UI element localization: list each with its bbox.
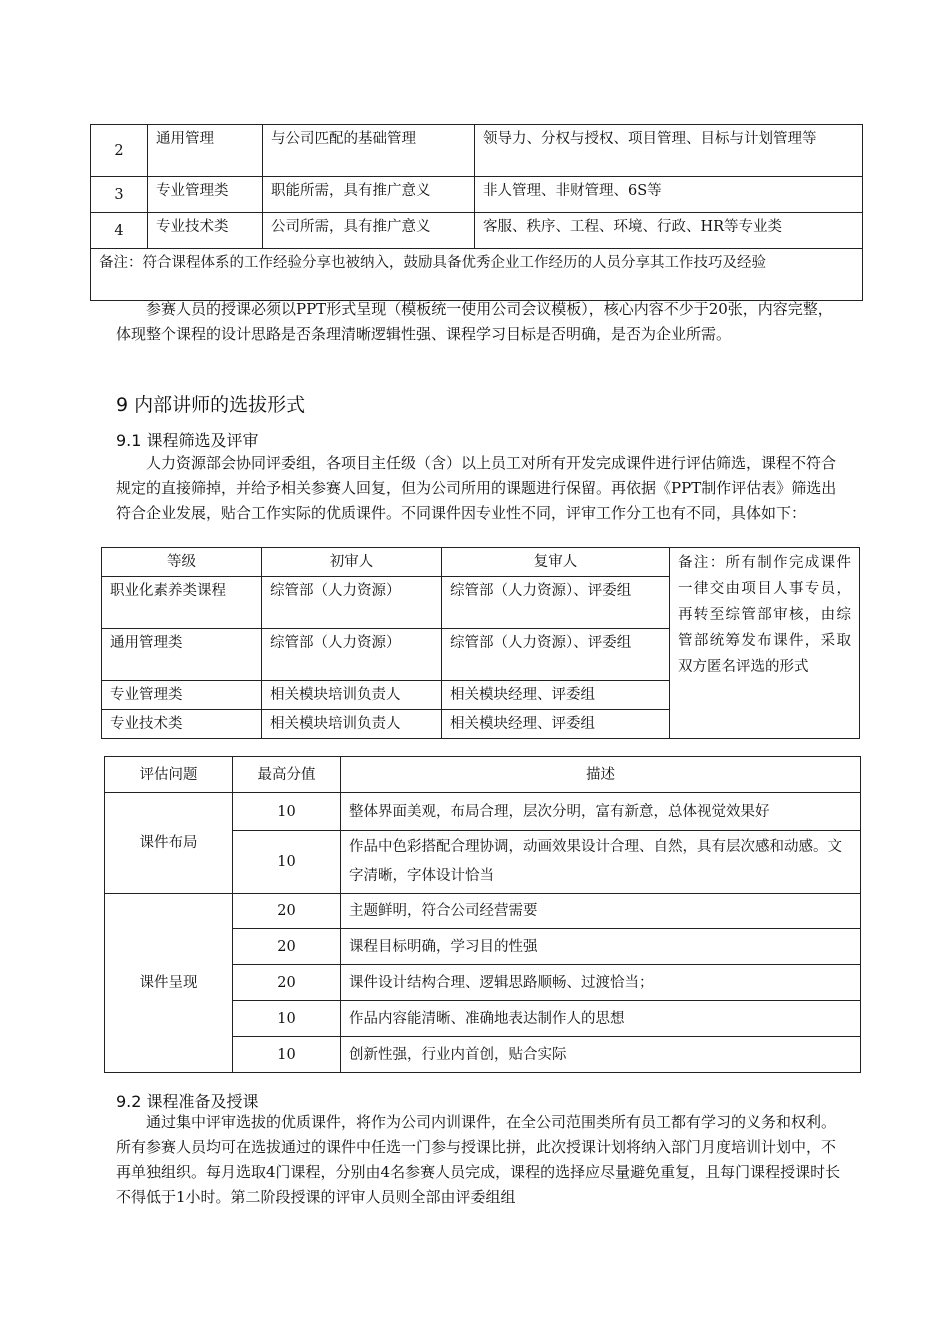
score-cell: 10 bbox=[233, 1037, 341, 1073]
table-header-row bbox=[105, 757, 861, 793]
score-cell: 10 bbox=[233, 831, 341, 894]
level-cell: 职业化素养类课程 bbox=[102, 577, 262, 629]
paragraph-ppt-requirement: 参赛人员的授课必须以PPT形式呈现（模板统一使用公司会议模板），核心内容不少于20张，内容完整，体现整个课程的设计思路是否条理清晰逻辑性强、课程学习目标是否明确，是否为企业所需。 bbox=[116, 300, 833, 343]
paragraph-review-process: 人力资源部会协同评委组，各项目主任级（含）以上员工对所有开发完成课件进行评估筛选，课程不符合规定的直接筛掉，并给予相关参赛人回复，但为公司所用的课题进行保留。再依据《PPT制作评估表》筛选出符合企业发展，贴合工作实际的优质课件。不同课件因专业性不同，评审工作分工也有不同，具体如下： bbox=[116, 454, 837, 522]
header-max-score: 最高分值 bbox=[233, 757, 341, 793]
description-cell: 主题鲜明，符合公司经营需要 bbox=[341, 894, 861, 929]
meaning-cell: 与公司匹配的基础管理 bbox=[263, 125, 475, 177]
row-number: 3 bbox=[91, 177, 148, 213]
header-first-reviewer: 初审人 bbox=[262, 548, 442, 577]
table-row bbox=[105, 793, 861, 831]
category-cell: 通用管理 bbox=[148, 125, 263, 177]
score-cell: 20 bbox=[233, 894, 341, 929]
description-cell: 整体界面美观，布局合理，层次分明，富有新意，总体视觉效果好 bbox=[341, 793, 861, 831]
description-cell: 作品内容能清晰、准确地表达制作人的思想 bbox=[341, 1001, 861, 1037]
level-cell: 专业技术类 bbox=[102, 710, 262, 739]
table-row bbox=[91, 213, 863, 249]
content-cell: 非人管理、非财管理、6S等 bbox=[475, 177, 863, 213]
header-level: 等级 bbox=[102, 548, 262, 577]
score-cell: 10 bbox=[233, 793, 341, 831]
level-cell: 专业管理类 bbox=[102, 681, 262, 710]
header-description: 描述 bbox=[341, 757, 861, 793]
section-heading-9-2: 9.2 课程准备及授课 bbox=[116, 1092, 259, 1111]
paragraph-course-preparation: 通过集中评审选拔的优质课件，将作为公司内训课件，在全公司范围类所有员工都有学习的义务和权利。所有参赛人员均可在选拔通过的课件中任选一门参与授课比拼，此次授课计划将纳入部门月度培训计划中，不再单独组织。每月选取4门课程，分别由4名参赛人员完成，课程的选择应尽量避免重复，且每门课程授课时长不得低于1小时。第二阶段授课的评审人员则全部由评委组组 bbox=[116, 1113, 841, 1206]
content-cell: 客服、秩序、工程、环境、行政、HR等专业类 bbox=[475, 213, 863, 249]
meaning-cell: 职能所需，具有推广意义 bbox=[263, 177, 475, 213]
description-cell: 创新性强，行业内首创，贴合实际 bbox=[341, 1037, 861, 1073]
header-question: 评估问题 bbox=[105, 757, 233, 793]
category-cell: 专业技术类 bbox=[148, 213, 263, 249]
description-cell: 作品中色彩搭配合理协调，动画效果设计合理、自然，具有层次感和动感。文字清晰，字体设计恰当 bbox=[341, 831, 861, 894]
row-number: 2 bbox=[91, 125, 148, 177]
score-cell: 20 bbox=[233, 965, 341, 1001]
description-cell: 课件设计结构合理、逻辑思路顺畅、过渡恰当； bbox=[341, 965, 861, 1001]
description-cell: 课程目标明确，学习目的性强 bbox=[341, 929, 861, 965]
first-reviewer-cell: 综管部（人力资源） bbox=[262, 629, 442, 681]
score-cell: 10 bbox=[233, 1001, 341, 1037]
first-reviewer-cell: 相关模块培训负责人 bbox=[262, 681, 442, 710]
reviewer-note: 备注：所有制作完成课件一律交由项目人事专员，再转至综管部审核，由综管部统筹发布课件，采取双方匿名评选的形式 bbox=[670, 548, 860, 739]
reviewer-table bbox=[101, 547, 860, 739]
group-presentation: 课件呈现 bbox=[105, 894, 233, 1073]
table-row bbox=[91, 125, 863, 177]
first-reviewer-cell: 相关模块培训负责人 bbox=[262, 710, 442, 739]
meaning-cell: 公司所需，具有推广意义 bbox=[263, 213, 475, 249]
first-reviewer-cell: 综管部（人力资源） bbox=[262, 577, 442, 629]
course-category-table bbox=[90, 124, 863, 301]
evaluation-table bbox=[104, 756, 861, 1073]
category-cell: 专业管理类 bbox=[148, 177, 263, 213]
content-cell: 领导力、分权与授权、项目管理、目标与计划管理等 bbox=[475, 125, 863, 177]
table-row bbox=[91, 177, 863, 213]
section-heading-9: 9 内部讲师的选拔形式 bbox=[116, 394, 306, 416]
header-second-reviewer: 复审人 bbox=[442, 548, 670, 577]
second-reviewer-cell: 相关模块经理、评委组 bbox=[442, 710, 670, 739]
group-layout: 课件布局 bbox=[105, 793, 233, 894]
table-note: 备注：符合课程体系的工作经验分享也被纳入，鼓励具备优秀企业工作经历的人员分享其工作技巧及经验 bbox=[91, 249, 863, 301]
second-reviewer-cell: 综管部（人力资源）、评委组 bbox=[442, 577, 670, 629]
second-reviewer-cell: 相关模块经理、评委组 bbox=[442, 681, 670, 710]
second-reviewer-cell: 综管部（人力资源）、评委组 bbox=[442, 629, 670, 681]
table-header-row bbox=[102, 548, 860, 577]
section-heading-9-1: 9.1 课程筛选及评审 bbox=[116, 431, 259, 450]
score-cell: 20 bbox=[233, 929, 341, 965]
row-number: 4 bbox=[91, 213, 148, 249]
level-cell: 通用管理类 bbox=[102, 629, 262, 681]
table-row bbox=[91, 249, 863, 301]
table-row bbox=[105, 894, 861, 929]
